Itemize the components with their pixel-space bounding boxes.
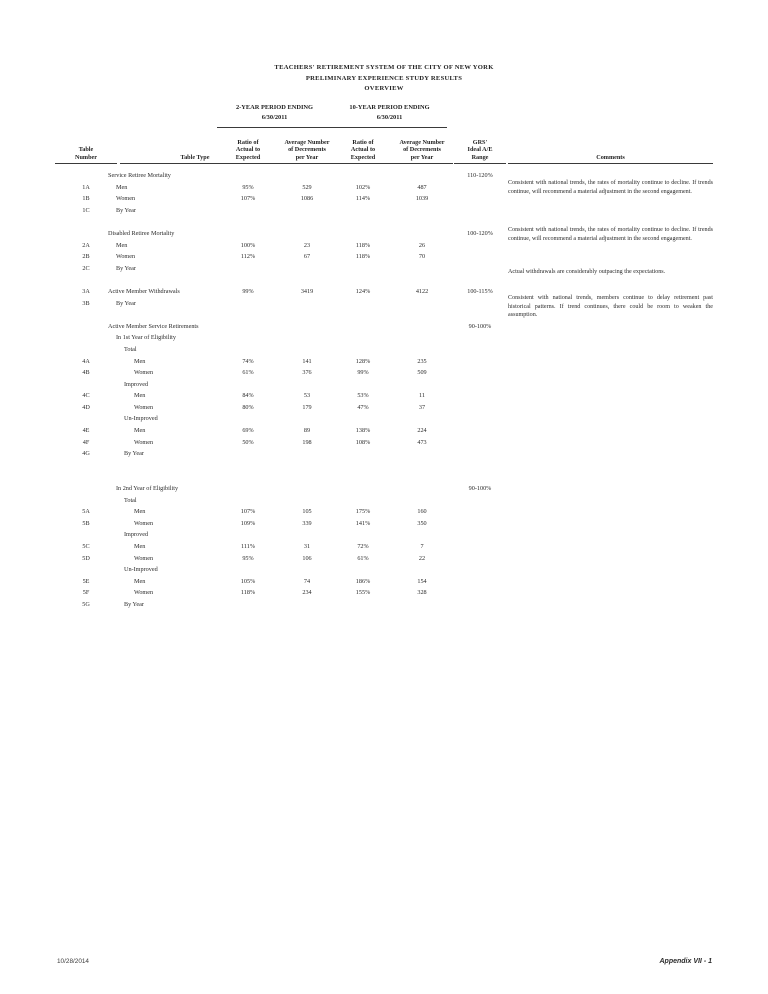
row-cell-type: Men — [134, 427, 146, 435]
row-cell-a2: 141 — [302, 357, 312, 365]
table-row — [0, 390, 768, 402]
row-cell-num: 1B — [82, 195, 90, 203]
row-cell-type: By Year — [116, 299, 136, 307]
row-cell-type: Improved — [124, 531, 149, 539]
row-cell-num: 2A — [82, 241, 90, 249]
row-cell-a2: 106 — [302, 554, 312, 562]
col-tablenum-l2: Number — [55, 154, 117, 164]
row-cell-num: 5F — [82, 589, 90, 597]
row-cell-r2: 118% — [240, 589, 256, 597]
row-cell-a2: 31 — [303, 543, 311, 550]
row-cell-a10: 37 — [418, 403, 426, 411]
row-cell-grs: 90-100% — [468, 322, 492, 330]
row-cell-type: Total — [124, 496, 137, 504]
col-ratio2-l1: Ratio of — [237, 138, 259, 146]
row-cell-num: 4F — [82, 438, 90, 446]
row-cell-grs: 100-120% — [467, 229, 493, 237]
row-cell-num: 4B — [82, 369, 90, 377]
row-cell-grs: 110-120% — [467, 172, 493, 179]
col-ratio2-l2: Actual to — [235, 146, 261, 154]
row-cell-num: 5G — [82, 600, 90, 608]
page-footer — [0, 958, 768, 972]
row-cell-a2: 74 — [303, 577, 311, 585]
row-cell-a2: 89 — [303, 427, 311, 435]
row-cell-a10: 350 — [417, 519, 427, 527]
row-cell-type: Active Member Service Retirements — [108, 322, 199, 330]
comment-text: Consistent with national trends, the rates of mortality continue to decline. If trends continue, will recommend a material adjustment in the second engagement. — [508, 180, 713, 195]
col-avg2-l2: of Decrements — [288, 146, 326, 154]
row-cell-r10: 47% — [357, 403, 369, 411]
column-header-ratio-10year — [335, 139, 391, 164]
row-cell-type: By Year — [116, 264, 136, 272]
row-cell-num: 4A — [82, 357, 90, 365]
row-cell-num: 4D — [82, 403, 90, 411]
row-cell-a2: 234 — [302, 589, 312, 597]
row-cell-a2: 198 — [302, 438, 312, 446]
row-cell-r10: 114% — [355, 195, 371, 203]
row-cell-a2: 1086 — [300, 195, 314, 203]
col-tabletype-l2: Table Type — [120, 154, 270, 164]
row-cell-type: Women — [134, 438, 154, 446]
col-grs-l3: Range — [454, 154, 506, 164]
footer-date: 10/28/2014 — [57, 958, 89, 965]
table-row — [0, 529, 768, 541]
table-row — [0, 471, 768, 483]
row-cell-r2: 69% — [242, 427, 254, 435]
row-cell-type: Women — [134, 554, 154, 562]
table-row — [0, 541, 768, 553]
row-cell-a10: 487 — [417, 183, 427, 191]
row-cell-r10: 175% — [355, 508, 371, 516]
row-cell-a2: 105 — [302, 508, 312, 516]
row-cell-num: 4E — [82, 427, 90, 435]
period-10year-date: 6/30/2011 — [376, 114, 403, 122]
row-cell-a10: 1039 — [415, 195, 429, 203]
row-cell-a10: 26 — [418, 241, 426, 249]
period-header-row — [0, 103, 768, 137]
row-cell-type: Un-Improved — [124, 415, 158, 423]
row-cell-grs: 90-100% — [468, 485, 492, 493]
column-header-ratio-2year — [220, 139, 276, 164]
header-underline-3 — [335, 163, 391, 164]
row-cell-type: Men — [116, 241, 128, 249]
row-cell-a10: 473 — [417, 438, 427, 446]
row-cell-num: 3B — [82, 299, 90, 307]
table-row — [0, 367, 768, 379]
row-cell-r10: 53% — [357, 392, 369, 400]
row-cell-type: Service Retiree Mortality — [108, 172, 171, 179]
row-cell-a10: 235 — [417, 357, 427, 365]
row-cell-num: 1A — [82, 183, 90, 191]
period-header-10year — [332, 103, 447, 128]
row-cell-type: In 1st Year of Eligibility — [116, 334, 176, 342]
column-header-row — [0, 136, 768, 164]
row-cell-r10: 61% — [357, 554, 369, 562]
row-cell-a10: 22 — [418, 554, 426, 562]
table-row — [0, 483, 768, 495]
row-cell-r2: 80% — [242, 403, 254, 411]
row-cell-a2: 53 — [303, 392, 311, 400]
row-cell-num: 5C — [82, 543, 90, 550]
column-header-grs-ideal-range — [454, 139, 506, 164]
row-cell-r10: 124% — [355, 287, 371, 295]
table-row — [0, 413, 768, 425]
row-cell-r2: 74% — [242, 357, 254, 365]
row-cell-type: In 2nd Year of Eligibility — [116, 485, 179, 493]
column-header-avg-decrements-10year — [391, 139, 453, 164]
row-cell-type: Un-Improved — [124, 566, 158, 574]
row-cell-r10: 141% — [355, 519, 371, 527]
row-cell-type: Women — [116, 253, 136, 261]
title-line-1: TEACHERS' RETIREMENT SYSTEM OF THE CITY OF NEW YORK — [274, 64, 494, 71]
document-title-block — [0, 0, 768, 95]
col-ratio2-l3: Expected — [220, 154, 276, 164]
row-cell-num: 1C — [82, 206, 90, 214]
row-cell-grs: 100-115% — [467, 287, 493, 295]
row-cell-a2: 179 — [302, 403, 312, 411]
table-row — [0, 332, 768, 344]
col-grs-l2: Ideal A/E — [467, 146, 493, 154]
col-avg2-l3: per Year — [276, 154, 338, 164]
column-header-table-number — [55, 146, 117, 164]
row-cell-r10: 138% — [355, 427, 371, 435]
table-row — [0, 205, 768, 217]
row-cell-a10: 4122 — [415, 287, 429, 295]
table-row — [0, 402, 768, 414]
row-cell-a2: 376 — [302, 369, 312, 377]
table-row — [0, 356, 768, 368]
row-cell-a10: 11 — [419, 392, 425, 400]
footer-appendix: Appendix VII - 1 — [659, 958, 712, 965]
row-cell-a10: 70 — [418, 253, 426, 261]
col-comments-l2: Comments — [508, 154, 713, 164]
row-cell-type: By Year — [124, 600, 144, 608]
row-cell-a10: 160 — [417, 508, 427, 516]
row-cell-r10: 118% — [355, 253, 371, 261]
row-cell-type: Women — [116, 195, 136, 203]
header-underline-4 — [391, 163, 453, 164]
title-line-2: PRELIMINARY EXPERIENCE STUDY RESULTS — [305, 74, 463, 82]
row-cell-type: Men — [134, 392, 146, 400]
row-cell-type: By Year — [116, 206, 136, 214]
table-row — [0, 344, 768, 356]
comment-text: Consistent with national trends, the rates of mortality continue to decline. If trends continue, will recommend a material adjustment in the second engagement. — [508, 227, 713, 242]
table-row — [0, 448, 768, 460]
col-avg10-l3: per Year — [391, 154, 453, 164]
row-cell-r10: 108% — [355, 438, 371, 446]
row-cell-type: Improved — [124, 380, 149, 388]
row-cell-a2: 67 — [303, 253, 311, 261]
row-cell-r10: 72% — [357, 543, 369, 550]
row-cell-r2: 109% — [240, 519, 256, 527]
row-cell-type: By Year — [124, 450, 144, 458]
table-row — [0, 576, 768, 588]
row-cell-type: Women — [134, 369, 154, 377]
comment-text: Actual withdrawals are considerably outpacing the expectations. — [508, 269, 666, 275]
col-ratio10-l1: Ratio of — [352, 138, 374, 146]
table-row — [0, 518, 768, 530]
row-cell-r2: 95% — [242, 554, 254, 562]
row-cell-a2: 529 — [302, 183, 312, 191]
header-underline-1 — [220, 163, 276, 164]
table-row — [0, 321, 768, 333]
table-row — [0, 553, 768, 565]
comment-text: Consistent with national trends, members continue to delay retirement past historical patterns. If trend continues, there could be room to weaken the assumption. — [508, 295, 713, 319]
header-underline-5 — [454, 163, 506, 164]
col-avg10-l2: of Decrements — [403, 146, 441, 154]
row-cell-r2: 105% — [240, 577, 256, 585]
row-cell-type: Women — [134, 519, 154, 527]
row-cell-num: 4G — [82, 450, 90, 458]
table-row — [0, 564, 768, 576]
col-ratio10-l3: Expected — [335, 154, 391, 164]
row-cell-type: Women — [134, 589, 154, 597]
row-cell-r2: 95% — [242, 183, 254, 191]
table-row — [0, 506, 768, 518]
period-2year-date: 6/30/2011 — [261, 114, 288, 122]
table-row — [0, 587, 768, 599]
row-cell-num: 5D — [82, 554, 90, 562]
row-cell-r2: 111% — [241, 543, 255, 550]
header-underline-2 — [276, 163, 338, 164]
row-cell-r10: 128% — [355, 357, 371, 365]
row-cell-type: Men — [134, 543, 146, 550]
table-row — [0, 599, 768, 611]
row-cell-r10: 102% — [355, 183, 371, 191]
row-cell-r2: 100% — [240, 241, 256, 249]
col-grs-l1: GRS' — [472, 138, 488, 146]
table-row — [0, 437, 768, 449]
period-10year-label: 10-YEAR PERIOD ENDING — [349, 104, 430, 111]
row-cell-r10: 186% — [355, 577, 371, 585]
row-cell-a10: 328 — [417, 589, 427, 597]
col-avg10-l1: Average Number — [399, 138, 445, 146]
row-cell-r2: 61% — [242, 369, 254, 377]
row-cell-a10: 7 — [420, 543, 424, 550]
row-cell-type: Total — [124, 345, 137, 353]
row-cell-type: Active Member Withdrawals — [108, 287, 180, 295]
column-header-avg-decrements-2year — [276, 139, 338, 164]
table-row — [0, 495, 768, 507]
row-cell-type: Men — [134, 357, 146, 365]
row-cell-a2: 3419 — [300, 287, 314, 295]
row-cell-a2: 339 — [302, 519, 312, 527]
table-row — [0, 460, 768, 472]
table-row — [0, 251, 768, 263]
row-cell-type: Disabled Retiree Mortality — [108, 229, 175, 237]
period-header-2year — [217, 103, 332, 128]
period-2year-label: 2-YEAR PERIOD ENDING — [235, 104, 314, 111]
row-cell-r10: 155% — [355, 589, 371, 597]
row-cell-type: Men — [134, 508, 146, 516]
row-cell-num: 4C — [82, 392, 90, 400]
row-cell-r2: 107% — [240, 195, 256, 203]
header-underline-6 — [508, 163, 713, 164]
col-ratio10-l2: Actual to — [350, 146, 376, 154]
row-cell-num: 5A — [82, 508, 90, 516]
row-cell-r2: 112% — [240, 253, 256, 261]
row-cell-num: 3A — [82, 287, 90, 295]
row-cell-r2: 107% — [240, 508, 256, 516]
row-cell-type: Men — [116, 183, 128, 191]
table-row — [0, 425, 768, 437]
row-cell-r10: 118% — [355, 241, 371, 249]
row-cell-type: Men — [134, 577, 146, 585]
row-cell-a2: 23 — [303, 241, 311, 249]
period-2year-rule — [217, 127, 332, 128]
col-avg2-l1: Average Number — [284, 138, 330, 146]
row-cell-num: 2B — [82, 253, 90, 261]
row-cell-a10: 224 — [417, 427, 427, 435]
row-cell-a10: 154 — [417, 577, 427, 585]
row-cell-num: 5E — [82, 577, 90, 585]
title-line-3: OVERVIEW — [364, 85, 404, 93]
col-tablenum-l1: Table — [78, 146, 94, 154]
row-cell-type: Women — [134, 403, 154, 411]
table-row — [0, 379, 768, 391]
row-cell-r2: 84% — [242, 392, 254, 400]
row-cell-r10: 99% — [357, 369, 369, 377]
row-cell-r2: 50% — [242, 438, 254, 446]
row-cell-num: 5B — [82, 519, 90, 527]
row-cell-num: 2C — [82, 264, 90, 272]
row-cell-a10: 509 — [417, 369, 427, 377]
row-cell-r2: 99% — [242, 287, 254, 295]
period-10year-rule — [332, 127, 447, 128]
